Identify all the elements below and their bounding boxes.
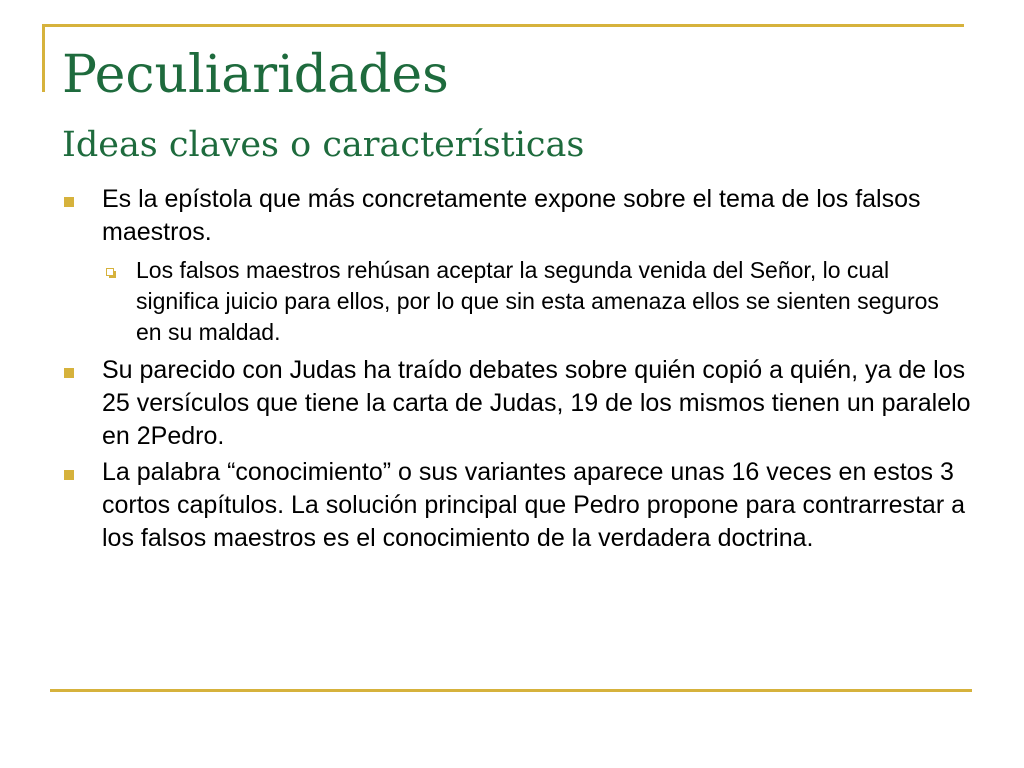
square-bullet-icon: [64, 197, 74, 207]
hollow-square-bullet-icon: [106, 268, 114, 276]
slide-subtitle: Ideas claves o características: [62, 125, 585, 165]
sub-bullet-item-1: Los falsos maestros rehúsan aceptar la segunda venida del Señor, lo cual significa juicio para ellos, por lo que sin esta amenaza ellos se sienten seguros en su maldad.: [136, 257, 939, 345]
bullet-item-3: La palabra “conocimiento” o sus variantes aparece unas 16 veces en estos 3 cortos capítulos. La solución principal que Pedro propone para contrarrestar a los falsos maestros es el conocimiento de la verdadera doctrina.: [102, 458, 966, 552]
square-bullet-icon: [64, 470, 74, 480]
bottom-rule: [50, 689, 972, 692]
square-bullet-icon: [64, 368, 74, 378]
bullet-item-2: Su parecido con Judas ha traído debates sobre quién copió a quién, ya de los 25 versículos que tiene la carta de Judas, 19 de los mismos tienen un paralelo en 2Pedro.: [102, 356, 971, 450]
slide-title: Peculiaridades: [62, 45, 449, 105]
bullet-item-1: Es la epístola que más concretamente expone sobre el tema de los falsos maestros.: [102, 185, 921, 246]
